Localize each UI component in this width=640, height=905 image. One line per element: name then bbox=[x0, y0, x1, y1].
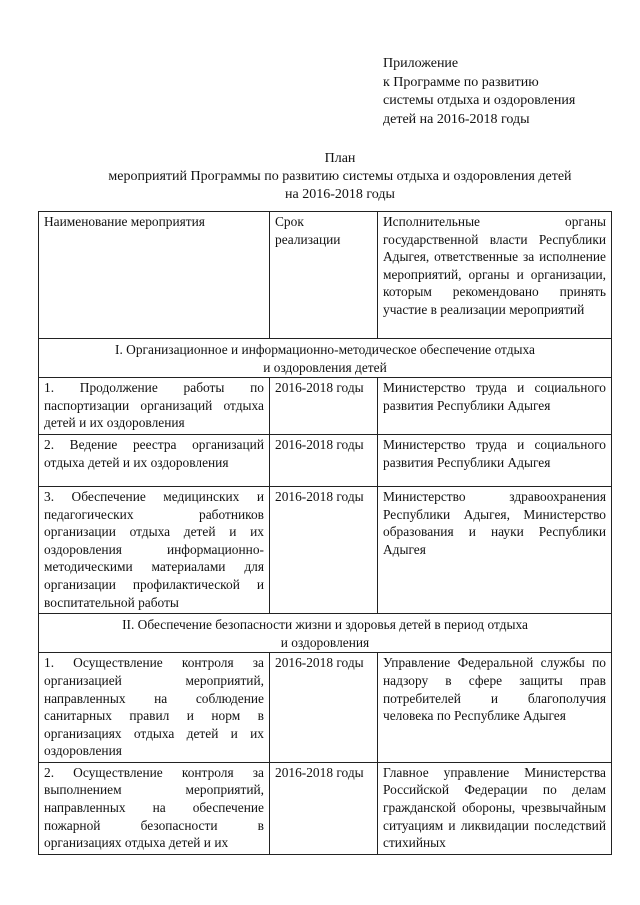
section-row bbox=[39, 614, 612, 653]
appendix-line: детей на 2016-2018 годы bbox=[383, 111, 530, 127]
table-header-row bbox=[39, 212, 612, 339]
cell-name: 1. Продолжение работы по паспортизации организаций отдыха детей и их оздоровления bbox=[39, 378, 270, 435]
cell-name: 2. Ведение реестра организаций отдыха детей и их оздоровления bbox=[39, 434, 270, 486]
title-line: на 2016-2018 годы bbox=[285, 187, 395, 202]
table-row bbox=[39, 653, 612, 763]
section-title-line: и оздоровления детей bbox=[263, 359, 387, 375]
header-executors: Исполнительные органы государственной власти Республики Адыгея, ответственные за исполнение мероприятий, органы и организации, которым рекомендовано принять участие в реализации мероприятий bbox=[378, 212, 612, 339]
section-title-line: и оздоровления bbox=[280, 634, 370, 650]
section-row bbox=[39, 339, 612, 378]
section-title-line: II. Обеспечение безопасности жизни и здоровья детей в период отдыха bbox=[122, 617, 528, 633]
cell-executors: Министерство труда и социального развития Республики Адыгея bbox=[378, 434, 612, 486]
header-period: Срок реализации bbox=[270, 212, 378, 339]
appendix-line: Приложение bbox=[383, 56, 459, 71]
section-title-line: I. Организационное и информационно-методическое обеспечение отдыха bbox=[115, 342, 535, 357]
title-line: План bbox=[324, 151, 356, 166]
appendix-header bbox=[383, 55, 575, 129]
cell-name: 3. Обеспечение медицинских и педагогических работников организации отдыха детей и их оздоровления информационно-методическими материалами для организации профилактической и воспитательной работы bbox=[39, 486, 270, 613]
appendix-line: системы отдыха и оздоровления bbox=[383, 93, 576, 108]
cell-name: 2. Осуществление контроля за выполнением мероприятий, направленных на обеспечение пожарной безопасности в организациях отдыха детей и их bbox=[39, 762, 270, 854]
document-title bbox=[60, 150, 620, 204]
cell-name: 1. Осуществление контроля за организацией мероприятий, направленных на соблюдение санитарных правил и норм в организациях отдыха детей и их оздоровления bbox=[39, 653, 270, 763]
header-name: Наименование мероприятия bbox=[39, 212, 270, 339]
cell-executors: Главное управление Министерства Российской Федерации по делам гражданской обороны, чрезвычайным ситуациям и ликвидации последствий стихийных bbox=[378, 762, 612, 854]
table-row bbox=[39, 434, 612, 486]
cell-period: 2016-2018 годы bbox=[270, 486, 378, 613]
section-title bbox=[39, 339, 612, 378]
measures-table bbox=[38, 211, 612, 855]
cell-period: 2016-2018 годы bbox=[270, 762, 378, 854]
table-row bbox=[39, 762, 612, 854]
cell-period: 2016-2018 годы bbox=[270, 653, 378, 763]
title-line: мероприятий Программы по развитию системы отдыха и оздоровления детей bbox=[108, 169, 572, 184]
cell-executors: Управление Федеральной службы по надзору в сфере защиты прав потребителей и благополучия человека по Республике Адыгея bbox=[378, 653, 612, 763]
cell-executors: Министерство труда и социального развития Республики Адыгея bbox=[378, 378, 612, 435]
section-title bbox=[39, 614, 612, 653]
cell-executors: Министерство здравоохранения Республики Адыгея, Министерство образования и науки Республики Адыгея bbox=[378, 486, 612, 613]
table-row bbox=[39, 378, 612, 435]
cell-period: 2016-2018 годы bbox=[270, 378, 378, 435]
cell-period: 2016-2018 годы bbox=[270, 434, 378, 486]
appendix-line: к Программе по развитию bbox=[383, 74, 539, 90]
table-row bbox=[39, 486, 612, 613]
